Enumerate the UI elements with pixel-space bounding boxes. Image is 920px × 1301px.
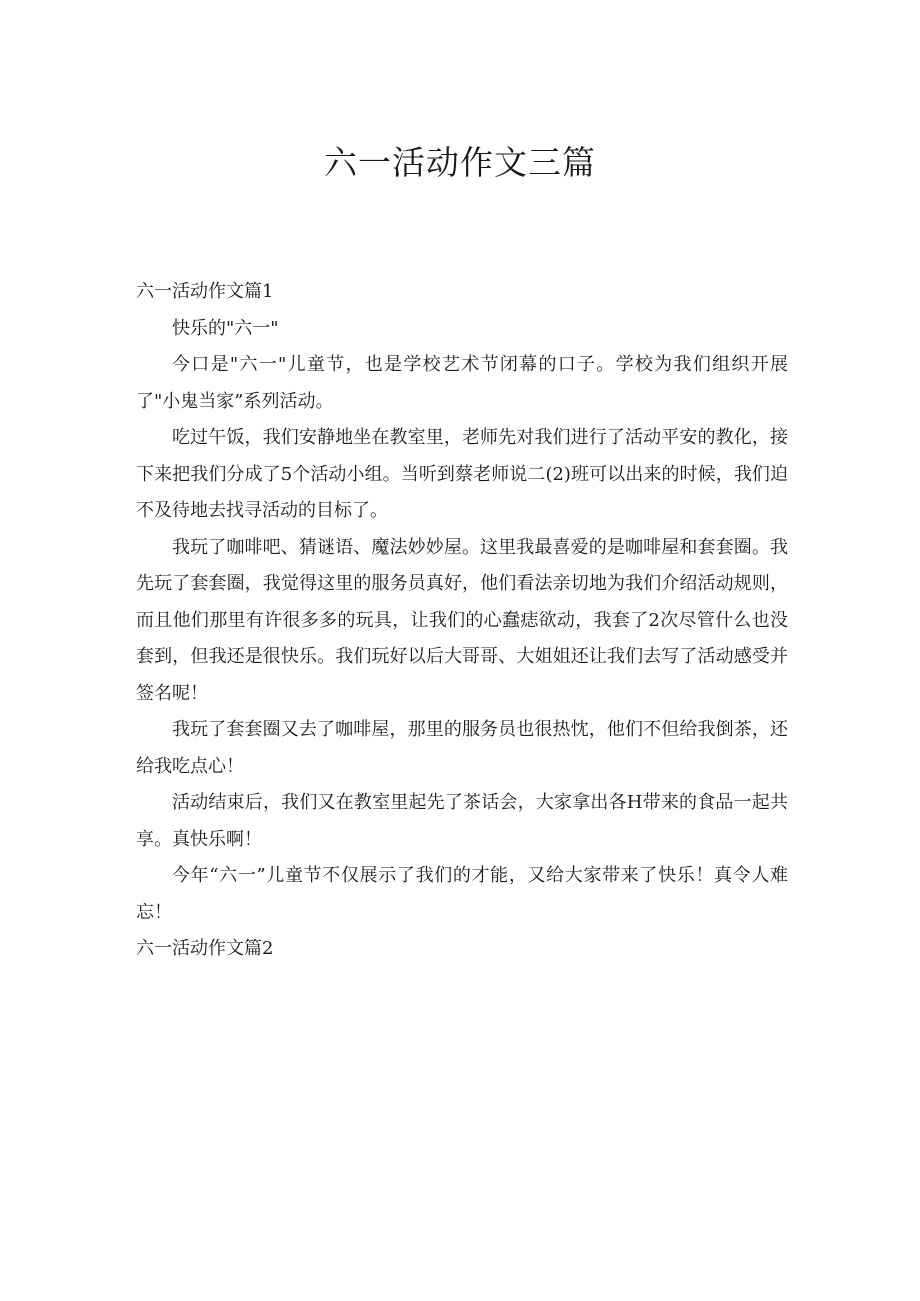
section-heading-2: 六一活动作文篇2 bbox=[136, 938, 274, 959]
paragraph-2: 吃过午饭，我们安静地坐在教室里，老师先对我们进行了活动平安的教化，接下来把我们分成了5个活动小组。当听到蔡老师说二(2)班可以出来的时候，我们迫不及待地去找寻活动的目标了。 bbox=[136, 427, 788, 521]
document-title: 六一活动作文三篇 bbox=[324, 143, 596, 182]
paragraph-3: 我玩了咖啡吧、猜谜语、魔法妙妙屋。这里我最喜爱的是咖啡屋和套套圈。我先玩了套套圈，我觉得这里的服务员真好，他们看法亲切地为我们介绍活动规则，而且他们那里有许很多多的玩具，让我们的心蠢痣欲动，我套了2次尽管什么也没套到，但我还是很快乐。我们玩好以后大哥哥、大姐姐还让我们去写了活动感受并签名呢！ bbox=[136, 536, 788, 704]
essay-subtitle: 快乐的"六一" bbox=[172, 317, 279, 339]
paragraph-4: 我玩了套套圈又去了咖啡屋，那里的服务员也很热忱，他们不但给我倒茶，还给我吃点心！ bbox=[136, 719, 788, 777]
document-body bbox=[136, 274, 788, 968]
paragraph-5: 活动结束后，我们又在教室里起先了茶话会，大家拿出各H带来的食品一起共享。真快乐啊！ bbox=[136, 792, 788, 850]
paragraph-6: 今年“六一”儿童节不仅展示了我们的才能，又给大家带来了快乐！真令人难忘！ bbox=[136, 865, 788, 923]
section-heading-1: 六一活动作文篇1 bbox=[136, 281, 274, 302]
paragraph-1: 今口是"六一"儿童节，也是学校艺术节闭幕的口子。学校为我们组织开展了"小鬼当家”系列活动。 bbox=[136, 354, 788, 412]
